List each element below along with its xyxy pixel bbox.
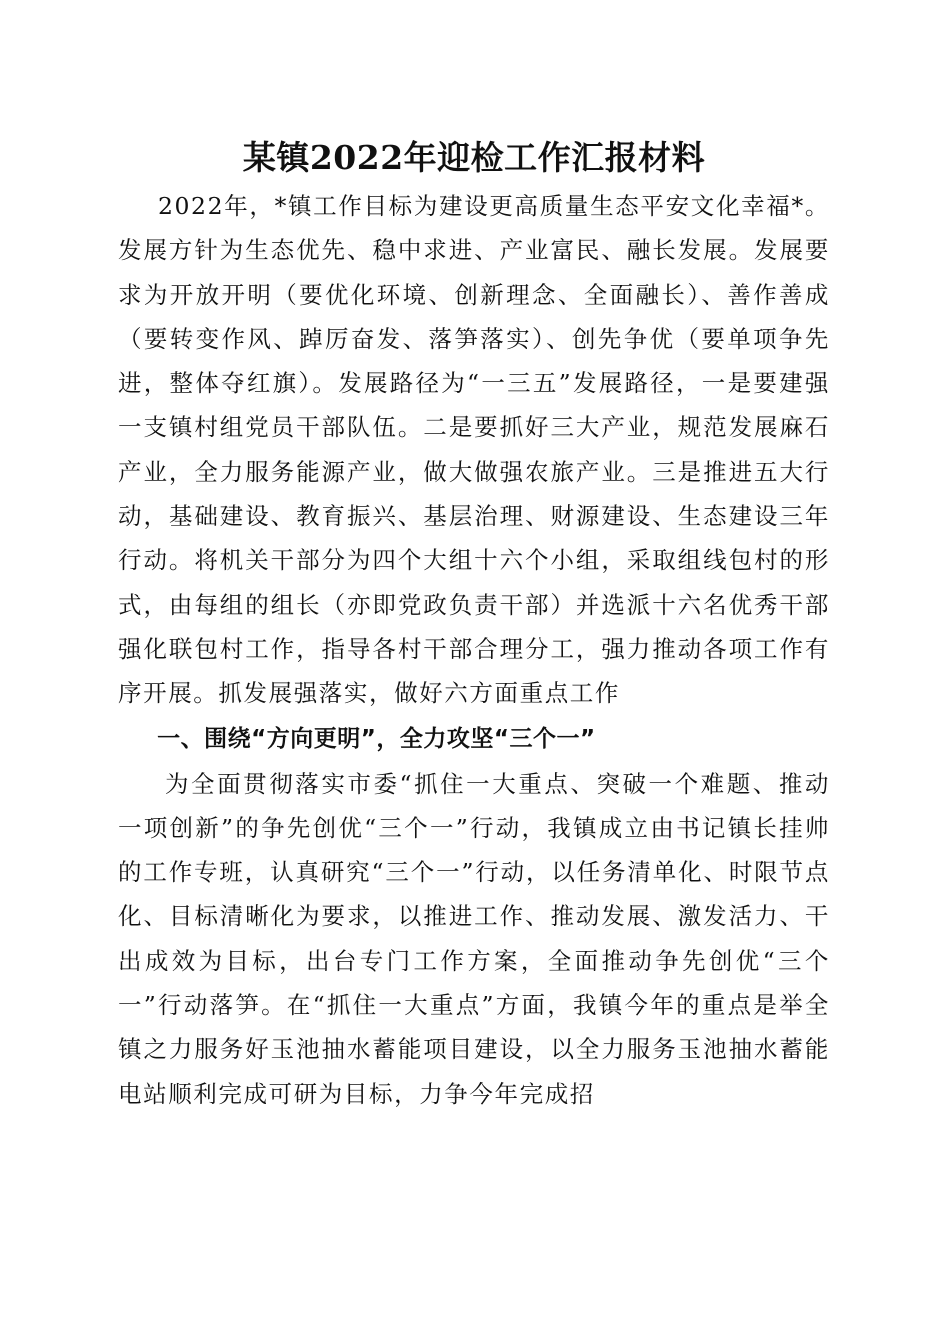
intro-paragraph: 2022年，*镇工作目标为建设更高质量生态平安文化幸福*。发展方针为生态优先、稳中求进、产业富民、融长发展。发展要求为开放开明（要优化环境、创新理念、全面融长）、善作善成（要转变作风、踔厉奋发、落笋落实）、创先争优（要单项争先进，整体夺红旗）。发展路径为“一三五”发展路径，一是要建强一支镇村组党员干部队伍。二是要抓好三大产业，规范发展麻石产业，全力服务能源产业，做大做强农旅产业。三是推进五大行动，基础建设、教育振兴、基层治理、财源建设、生态建设三年行动。将机关干部分为四个大组十六个小组，采取组线包村的形式，由每组的组长（亦即党政负责干部）并选派十六名优秀干部强化联包村工作，指导各村干部合理分工，强力推动各项工作有序开展。抓发展强落实，做好六方面重点工作 [118, 192, 830, 708]
section-heading: 一、围绕“方向更明”，全力攻坚“三个一” [157, 725, 596, 752]
section-paragraph: 为全面贯彻落实市委“抓住一大重点、突破一个难题、推动一项创新”的争先创优“三个一”行动，我镇成立由书记镇长挂帅的工作专班，认真研究“三个一”行动，以任务清单化、时限节点化、目标清晰化为要求，以推进工作、推动发展、激发活力、干出成效为目标，出台专门工作方案，全面推动争先创优“三个一”行动落笋。在“抓住一大重点”方面，我镇今年的重点是举全镇之力服务好玉池抽水蓄能项目建设，以全力服务玉池抽水蓄能电站顺利完成可研为目标，力争今年完成招 [118, 769, 830, 1108]
document-page [118, 132, 830, 1116]
document-title: 某镇2022年迎检工作汇报材料 [242, 138, 706, 177]
